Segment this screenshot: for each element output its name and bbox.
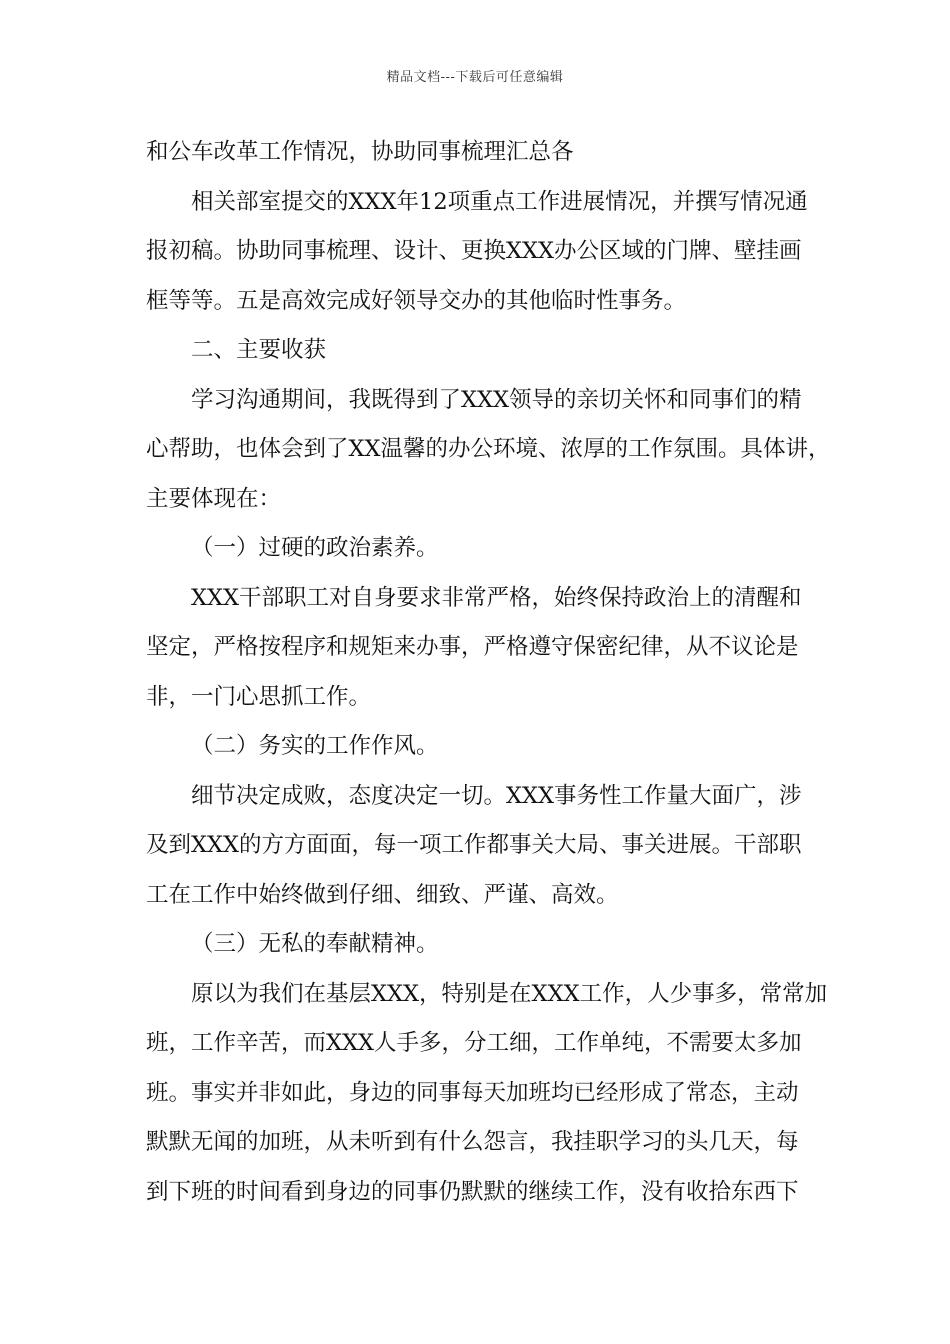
- text-line: 细节决定成败，态度决定一切。XXX事务性工作量大面广，涉: [191, 782, 802, 809]
- text-line: 到下班的时间看到身边的同事仍默默的继续工作，没有收拾东西下: [146, 1178, 799, 1205]
- text-line: 原以为我们在基层XXX，特别是在XXX工作，人少事多，常常加: [191, 980, 828, 1007]
- text-line: 默默无闻的加班，从未听到有什么怨言，我挂职学习的头几天，每: [146, 1129, 799, 1155]
- text-line: 和公车改革工作情况，协助同事梳理汇总各: [146, 139, 574, 165]
- page-header: 精品文档---下载后可任意编辑: [386, 70, 564, 85]
- section-heading: 二、主要收获: [191, 337, 327, 363]
- document-body: [146, 128, 831, 1217]
- subsection-heading: （一）过硬的政治素养。: [191, 535, 439, 561]
- text-line: 工在工作中始终做到仔细、细致、严谨、高效。: [146, 881, 619, 908]
- subsection-heading: （三）无私的奉献精神。: [191, 931, 439, 957]
- text-line: 报初稿。协助同事梳理、设计、更换XXX办公区域的门牌、壁挂画: [146, 238, 802, 264]
- text-line: 非，一门心思抓工作。: [146, 683, 372, 710]
- text-line: 坚定，严格按程序和规矩来办事，严格遵守保密纪律，从不议论是: [146, 634, 799, 660]
- text-line: 主要体现在：: [146, 485, 282, 512]
- text-line: 相关部室提交的XXX年12项重点工作进展情况，并撰写情况通: [191, 188, 808, 215]
- text-line: 班。事实并非如此，身边的同事每天加班均已经形成了常态，主动: [146, 1079, 799, 1106]
- text-line: 及到XXX的方方面面，每一项工作都事关大局、事关进展。干部职: [146, 832, 802, 858]
- text-line: 框等等。五是高效完成好领导交办的其他临时性事务。: [146, 287, 687, 314]
- text-line: 学习沟通期间，我既得到了XXX领导的亲切关怀和同事们的精: [191, 386, 802, 413]
- text-line: XXX干部职工对自身要求非常严格，始终保持政治上的清醒和: [191, 584, 802, 611]
- subsection-heading: （二）务实的工作作风。: [191, 733, 439, 759]
- text-line: 心帮助，也体会到了XX温馨的办公环境、浓厚的工作氛围。具体讲，: [146, 436, 831, 462]
- text-line: 班，工作辛苦，而XXX人手多，分工细，工作单纯，不需要太多加: [146, 1030, 802, 1056]
